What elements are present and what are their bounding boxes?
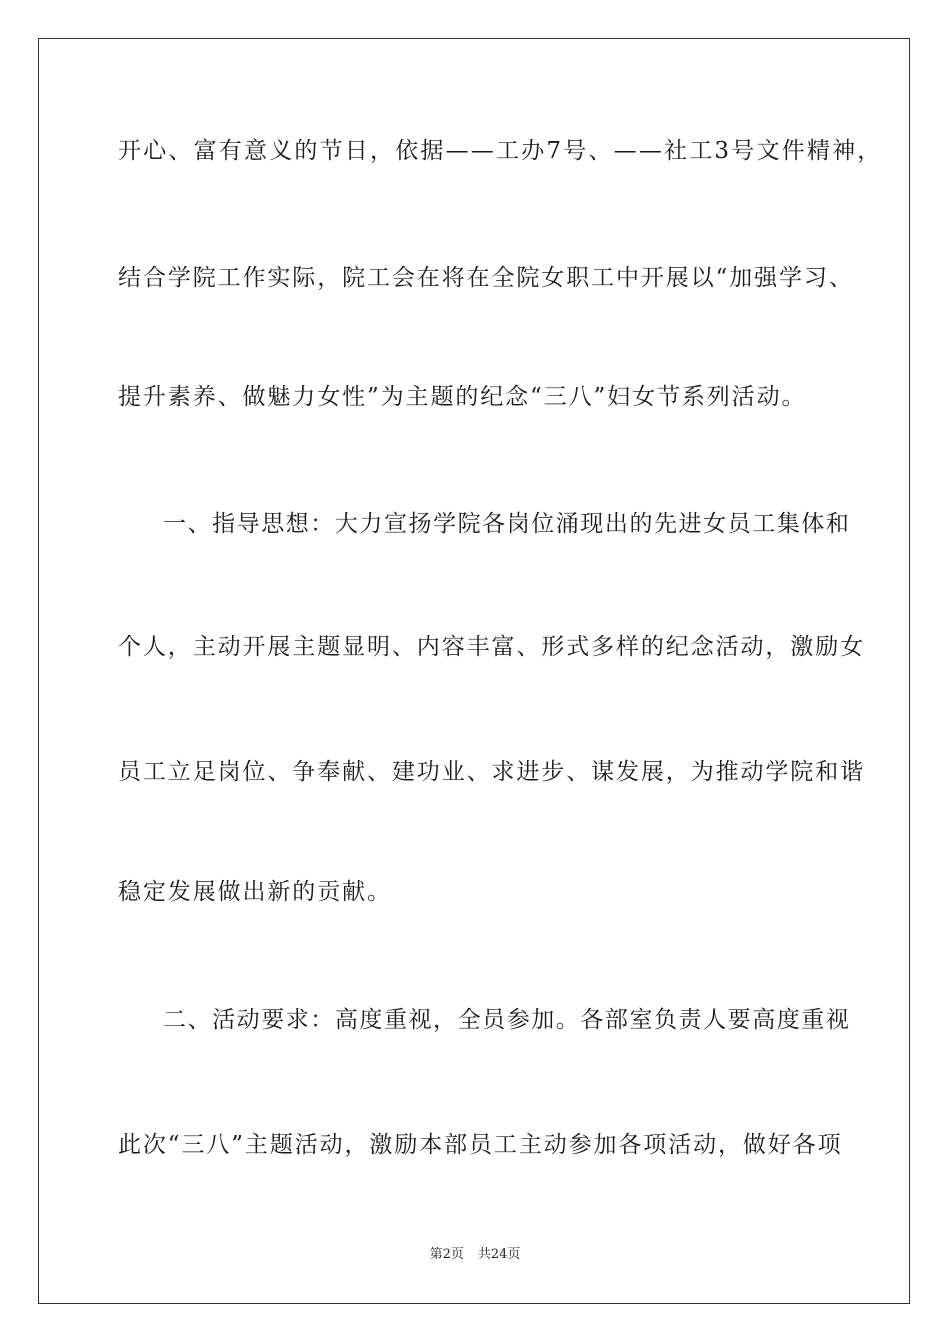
current-page-number: 第2页 [429,1247,464,1262]
paragraph-line: 员工立足岗位、争奉献、建功业、求进步、谋发展，为推动学院和谐 [118,759,865,785]
section-heading-line: 一、指导思想：大力宣扬学院各岗位涌现出的先进女员工集体和 [163,511,851,537]
paragraph-line: 开心、富有意义的节日，依据——工办7号、——社工3号文件精神， [118,138,883,164]
total-page-count: 共24页 [477,1247,521,1262]
paragraph-line: 个人，主动开展主题显明、内容丰富、形式多样的纪念活动，激励女 [118,634,865,660]
paragraph-line: 提升素养、做魅力女性”为主题的纪念“三八”妇女节系列活动。 [118,384,807,410]
paragraph-line: 结合学院工作实际，院工会在将在全院女职工中开展以“加强学习、 [118,265,854,291]
paragraph-line: 此次“三八”主题活动，激励本部员工主动参加各项活动，做好各项 [118,1132,843,1158]
section-heading-line: 二、活动要求：高度重视，全员参加。各部室负责人要高度重视 [163,1007,851,1033]
page-border [38,38,910,1304]
page-footer [0,1246,950,1264]
paragraph-line: 稳定发展做出新的贡献。 [118,879,392,905]
